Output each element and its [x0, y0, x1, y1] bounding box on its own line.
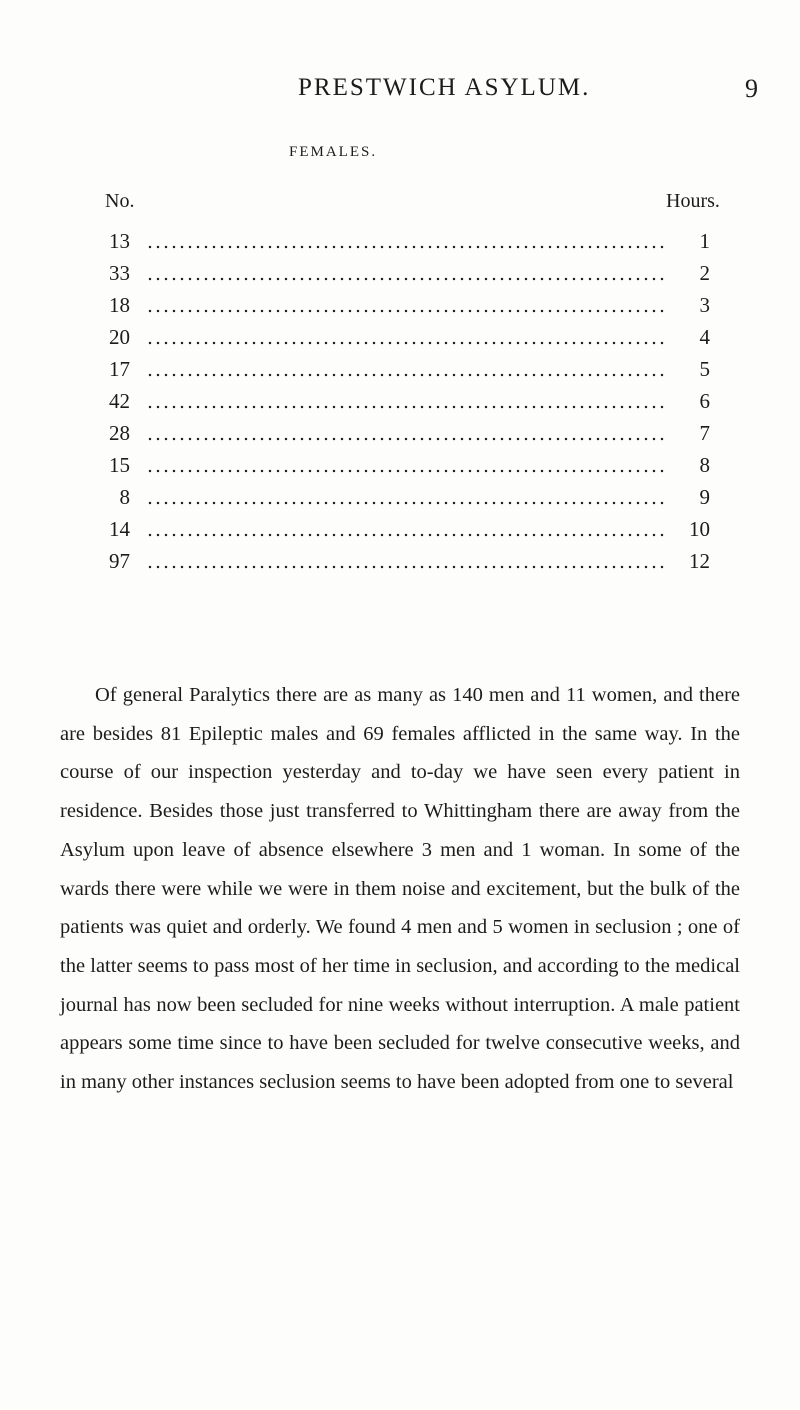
running-head	[0, 74, 800, 110]
patient-count: 17	[109, 357, 130, 381]
hours-value: 10	[689, 517, 710, 541]
patient-count: 33	[109, 261, 130, 285]
dot-leader	[146, 469, 665, 473]
table-row	[100, 225, 710, 257]
hours-value: 6	[699, 389, 710, 413]
table-row	[100, 353, 710, 385]
page-number: 9	[745, 74, 758, 103]
dot-leader	[146, 277, 665, 281]
dot-leader	[146, 245, 665, 249]
hours-value: 4	[699, 325, 710, 349]
dot-leader	[146, 437, 665, 441]
dot-leader	[146, 533, 665, 537]
patient-count: 28	[109, 421, 130, 445]
table-row	[100, 289, 710, 321]
table-row	[100, 481, 710, 513]
column-header-hours: Hours.	[666, 190, 720, 212]
hours-value: 8	[699, 453, 710, 477]
patient-count: 42	[109, 389, 130, 413]
body-paragraph: Of general Paralytics there are as many as 140 men and 11 women, and there are besides 81 Epileptic males and 69 females afflicted in the same way. In the course of our inspection yesterday and to-day we have seen every patient in residence. Besides those just transferred to Whittingham there are away from the Asylum upon leave of absence elsewhere 3 men and 1 woman. In some of the wards there were while we were in them noise and excitement, but the bulk of the patients was quiet and orderly. We found 4 men and 5 women in seclusion ; one of the latter seems to pass most of her time in seclusion, and according to the medical journal has now been secluded for nine weeks without interruption. A male patient appears some time since to have been secluded for twelve consecutive weeks, and in many other instances seclusion seems to have been adopted from one to several	[60, 684, 740, 1094]
dot-leader	[146, 565, 665, 569]
running-title: PRESTWICH ASYLUM.	[298, 74, 591, 101]
patient-count: 20	[109, 325, 130, 349]
hours-value: 2	[699, 261, 710, 285]
table-row	[100, 417, 710, 449]
section-title: FEMALES.	[289, 144, 378, 160]
table-row	[100, 513, 710, 545]
table-row	[100, 449, 710, 481]
column-header-no: No.	[105, 190, 135, 212]
dot-leader	[146, 373, 665, 377]
patient-count: 97	[109, 549, 130, 573]
hours-value: 5	[699, 357, 710, 381]
patient-count: 13	[109, 229, 130, 253]
dot-leader	[146, 309, 665, 313]
table-row	[100, 385, 710, 417]
table-row	[100, 257, 710, 289]
dot-leader	[146, 341, 665, 345]
hours-value: 7	[699, 421, 710, 445]
patient-count: 14	[109, 517, 130, 541]
hours-value: 12	[689, 549, 710, 573]
hours-value: 9	[699, 485, 710, 509]
table-row	[100, 545, 710, 577]
seclusion-table	[100, 225, 710, 577]
patient-count: 15	[109, 453, 130, 477]
dot-leader	[146, 405, 665, 409]
dot-leader	[146, 501, 665, 505]
patient-count: 18	[109, 293, 130, 317]
table-row	[100, 321, 710, 353]
hours-value: 1	[699, 229, 710, 253]
hours-value: 3	[699, 293, 710, 317]
patient-count: 8	[119, 485, 130, 509]
